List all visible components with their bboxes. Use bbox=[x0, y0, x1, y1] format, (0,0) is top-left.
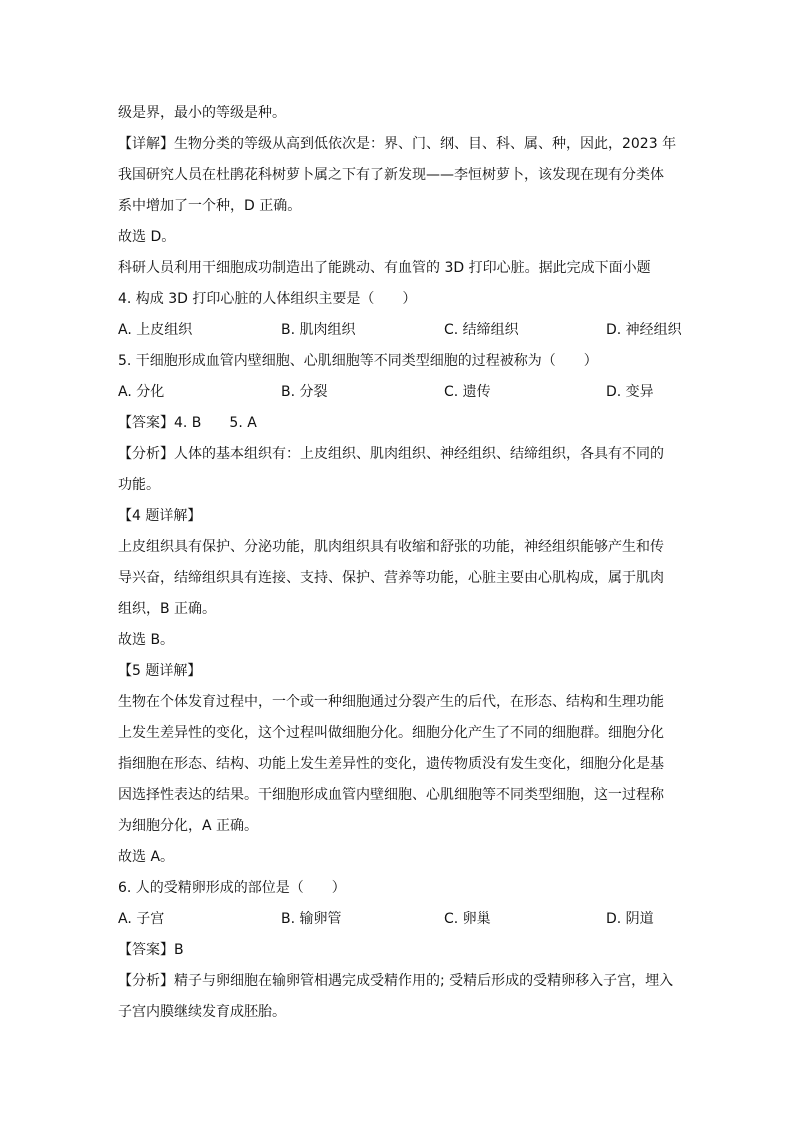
text-line: 【分析】精子与卵细胞在输卵管相遇完成受精作用的; 受精后形成的受精卵移入子宫，埋入 bbox=[118, 973, 674, 989]
q5-option-b: B. 分裂 bbox=[281, 384, 328, 400]
text-line: 我国研究人员在杜鹃花科树萝卜属之下有了新发现——李恒树萝卜，该发现在现有分类体 bbox=[118, 167, 664, 183]
text-line: 系中增加了一个种，D 正确。 bbox=[118, 198, 302, 214]
q6-option-b: B. 输卵管 bbox=[281, 911, 342, 927]
section-heading: 【5 题详解】 bbox=[118, 663, 202, 679]
q4-option-c: C. 结缔组织 bbox=[444, 322, 519, 338]
question-6: 6. 人的受精卵形成的部位是（ ） bbox=[118, 880, 346, 896]
q4-option-b: B. 肌肉组织 bbox=[281, 322, 356, 338]
text-line: 为细胞分化，A 正确。 bbox=[118, 818, 259, 834]
question-5: 5. 干细胞形成血管内壁细胞、心肌细胞等不同类型细胞的过程被称为（ ） bbox=[118, 353, 598, 369]
text-line: 故选 B。 bbox=[118, 632, 175, 648]
text-line: 生物在个体发育过程中，一个或一种细胞通过分裂产生的后代，在形态、结构和生理功能 bbox=[118, 694, 664, 710]
text-line: 故选 D。 bbox=[118, 229, 176, 245]
q6-option-a: A. 子宫 bbox=[118, 911, 165, 927]
text-line: 级是界，最小的等级是种。 bbox=[118, 105, 286, 121]
text-line: 【分析】人体的基本组织有：上皮组织、肌肉组织、神经组织、结缔组织，各具有不同的 bbox=[118, 446, 664, 462]
section-heading: 【4 题详解】 bbox=[118, 508, 202, 524]
text-line: 上皮组织具有保护、分泌功能，肌肉组织具有收缩和舒张的功能，神经组织能够产生和传 bbox=[118, 539, 664, 555]
answer-line: 【答案】4. B 5. A bbox=[118, 415, 257, 431]
text-line: 因选择性表达的结果。干细胞形成血管内壁细胞、心肌细胞等不同类型细胞，这一过程称 bbox=[118, 787, 664, 803]
q6-option-c: C. 卵巢 bbox=[444, 911, 491, 927]
text-line: 科研人员利用干细胞成功制造出了能跳动、有血管的 3D 打印心脏。据此完成下面小题 bbox=[118, 260, 651, 276]
text-line: 导兴奋，结缔组织具有连接、支持、保护、营养等功能，心脏主要由心肌构成，属于肌肉 bbox=[118, 570, 664, 586]
q5-option-c: C. 遗传 bbox=[444, 384, 491, 400]
q5-option-d: D. 变异 bbox=[606, 384, 654, 400]
q6-option-d: D. 阴道 bbox=[606, 911, 654, 927]
text-line: 上发生差异性的变化，这个过程叫做细胞分化。细胞分化产生了不同的细胞群。细胞分化 bbox=[118, 725, 664, 741]
q4-option-a: A. 上皮组织 bbox=[118, 322, 193, 338]
text-line: 组织，B 正确。 bbox=[118, 601, 217, 617]
text-line: 故选 A。 bbox=[118, 849, 175, 865]
question-4: 4. 构成 3D 打印心脏的人体组织主要是（ ） bbox=[118, 291, 417, 307]
q5-option-a: A. 分化 bbox=[118, 384, 165, 400]
text-line: 子宫内膜继续发育成胚胎。 bbox=[118, 1004, 286, 1020]
text-line: 功能。 bbox=[118, 477, 160, 493]
q4-option-d: D. 神经组织 bbox=[606, 322, 682, 338]
text-line: 【详解】生物分类的等级从高到低依次是：界、门、纲、目、科、属、种，因此，2023 年 bbox=[118, 136, 677, 152]
text-line: 指细胞在形态、结构、功能上发生差异性的变化，遗传物质没有发生变化，细胞分化是基 bbox=[118, 756, 664, 772]
answer-line: 【答案】B bbox=[118, 942, 184, 958]
